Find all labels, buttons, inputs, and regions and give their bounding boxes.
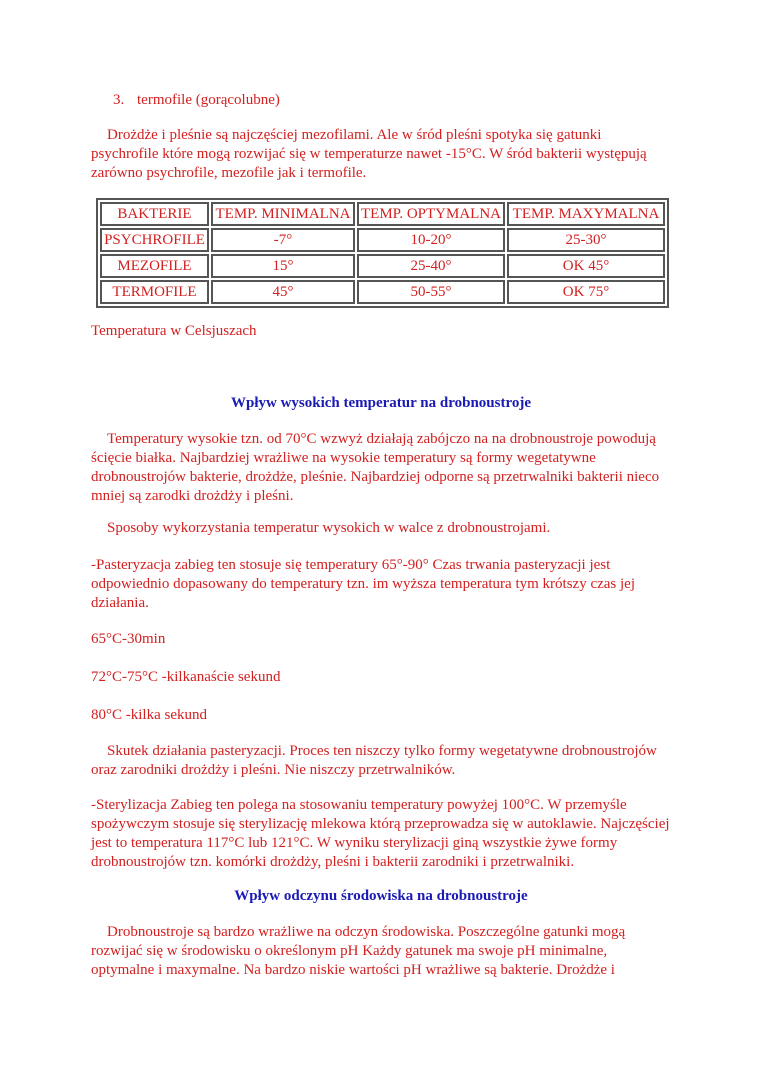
list-item-termofile <box>113 91 280 110</box>
list-number: 3. <box>113 92 125 108</box>
table-cell: -7° <box>211 228 355 252</box>
header-cell: TEMP. MAXYMALNA <box>507 202 665 226</box>
table-row <box>100 254 665 278</box>
heading-ph: Wpływ odczynu środowiska na drobnoustroje <box>234 888 528 904</box>
paragraph-pasteurization: -Pasteryzacja zabieg ten stosuje się temperatury 65°-90° Czas trwania pasteryzacji jest odpowiednio dopasowany do temperatury tzn. im wyższa temperatura tym krótszy czas jej działania. <box>91 557 635 611</box>
header-cell: TEMP. OPTYMALNA <box>357 202 505 226</box>
pasteurization-option-2: 72°C-75°C -kilkanaście sekund <box>91 669 281 685</box>
table-cell: 10-20° <box>357 228 505 252</box>
table-cell: OK 75° <box>507 280 665 304</box>
table-header-row <box>100 202 665 226</box>
table-row <box>100 228 665 252</box>
table-cell: 25-30° <box>507 228 665 252</box>
table-cell: 45° <box>211 280 355 304</box>
intro-paragraph: Drożdże i pleśnie są najczęściej mezofilami. Ale w śród pleśni spotyka się gatunki psychrofile które mogą rozwijać się w temperaturze nawet -15°C. W śród bakterii występują zarówno psychrofile, mezofile jak i termofile. <box>91 127 647 181</box>
table-note: Temperatura w Celsjuszach <box>91 323 257 339</box>
header-cell: BAKTERIE <box>100 202 209 226</box>
table-cell: PSYCHROFILE <box>100 228 209 252</box>
temperature-table <box>96 198 669 308</box>
paragraph-ph: Drobnoustroje są bardzo wrażliwe na odczyn środowiska. Poszczególne gatunki mogą rozwijać się w środowisku o określonym pH Każdy gatunek ma swoje pH minimalne, optymalne i maxymalne. Na bardzo niskie wartości pH wrażliwe są bakterie. Drożdże i <box>91 924 626 978</box>
table-cell: MEZOFILE <box>100 254 209 278</box>
paragraph-pasteurization-effect: Skutek działania pasteryzacji. Proces ten niszczy tylko formy wegetatywne drobnoustrojów oraz zarodniki drożdży i pleśni. Nie niszczy przetrwalników. <box>91 743 657 778</box>
table-cell: OK 45° <box>507 254 665 278</box>
table-cell: 15° <box>211 254 355 278</box>
pasteurization-option-1: 65°C-30min <box>91 631 166 647</box>
paragraph-sterilization: -Sterylizacja Zabieg ten polega na stosowaniu temperatury powyżej 100°C. W przemyśle spożywczym stosuje się sterylizację mlekowa którą przeprowadza się w autoklawie. Najczęściej jest to temperatura 117°C lub 121°C. W wyniku sterylizacji giną wszystkie żywe formy drobnoustrojów tzn. komórki drożdży, pleśni i bakterii zarodniki i przetrwalniki. <box>91 797 670 870</box>
header-cell: TEMP. MINIMALNA <box>211 202 355 226</box>
table-row <box>100 280 665 304</box>
list-text: termofile (gorącolubne) <box>137 92 280 108</box>
table-cell: 25-40° <box>357 254 505 278</box>
table-cell: TERMOFILE <box>100 280 209 304</box>
pasteurization-option-3: 80°C -kilka sekund <box>91 707 207 723</box>
heading-high-temperatures: Wpływ wysokich temperatur na drobnoustroje <box>230 395 532 411</box>
table-cell: 50-55° <box>357 280 505 304</box>
paragraph-methods: Sposoby wykorzystania temperatur wysokich w walce z drobnoustrojami. <box>107 520 551 536</box>
paragraph-high-temperatures: Temperatury wysokie tzn. od 70°C wzwyż działają zabójczo na na drobnoustroje powodują ścięcie białka. Najbardziej wrażliwe na wysokie temperatury są formy wegetatywne drobnoustrojów bakterie, drożdże, pleśnie. Najbardziej odporne są przetrwalniki bakterii nieco mniej są zarodki drożdży i pleśni. <box>91 431 660 504</box>
